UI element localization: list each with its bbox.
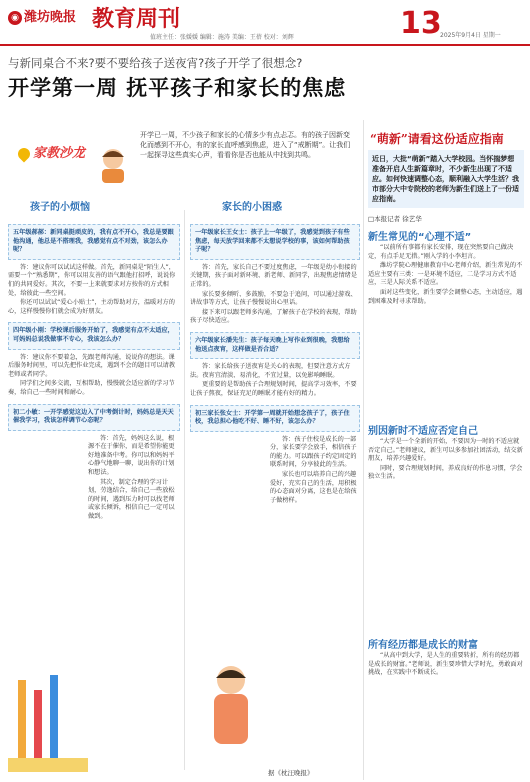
answer-block xyxy=(8,264,180,317)
logo-text: 潍坊晚报 xyxy=(24,10,77,25)
left-column-heading: 孩子的小烦恼 xyxy=(30,202,90,213)
question-box: 一年级家长王女士：孩子上一年级了，我感觉到孩子有些焦虑，每天放学回来都不太想说学校的事，该如何帮助孩子呢？ xyxy=(190,224,360,260)
right-subheading: 新生常见的“心理不适” xyxy=(368,232,472,243)
answer-paragraph: 答：孩子住校是成长的一部分，家长要学会放手，相信孩子的能力。可以跟孩子约定固定的联系时间，分享彼此的生活。 xyxy=(270,435,357,469)
right-subheading: 所有经历都是成长的财富 xyxy=(368,640,478,651)
question-box: 五年级郝郝：新同桌挺顽皮的，我有点不开心，我总是要跟他沟通，他总是不搭理我，我感觉有点不对劲，该怎么办呢？ xyxy=(8,224,180,260)
paragraph: 潍坊学院心理健康教育中心老师介绍，新生常见的不适应主要有三类：一是环境不适应，二是学习方式不适应，三是人际关系不适应。 xyxy=(368,262,523,287)
answer-block xyxy=(190,436,360,506)
answer-paragraph: 答：建议你不要着急，先跟老师沟通，说说你的想法。课后服务时间里，可以先把作业完成，遇到不会的题目可以请教老师或者同学。 xyxy=(8,353,176,378)
right-article-title: “萌新”请看这份适应指南 xyxy=(370,132,504,146)
question-box: 初三家长张女士：开学第一周就开始想念孩子了，孩子住校，我总担心他吃不好、睡不好，该怎么办？ xyxy=(190,405,360,432)
question-box: 六年级家长潘先生：孩子每天晚上写作业到很晚，我想给他送点夜宵，这样做是否合适？ xyxy=(190,332,360,359)
right-divider xyxy=(363,120,364,780)
column-divider xyxy=(184,210,185,770)
masthead xyxy=(0,0,530,46)
question-box: 初二小敏：一开学感觉这边入了中考倒计时，妈妈总是天天催我学习，我该怎样调节心态呢？ xyxy=(8,404,180,431)
masthead-rule xyxy=(0,44,530,46)
answer-block xyxy=(190,363,360,398)
byline: □本报记者 徐艺华 xyxy=(368,215,422,223)
answer-paragraph: 更重要的是帮助孩子合理规划时间，提高学习效率，不要让孩子熬夜，保证充足的睡眠才能有好的精力。 xyxy=(190,381,357,397)
answer-paragraph: 答：建议你可以试试这样做。首先，新同桌是“陌生人”，需要一个“熟悉期”，你可以用友善的语气跟他打招呼，说说你们的共同爱好。其次，不要一上来就要求对方按你的方式相处，给彼此一些空间。 xyxy=(8,263,176,297)
section-title: 教育周刊 xyxy=(92,6,181,32)
paragraph: 同时，要合理规划时间，养成良好的作息习惯，学会独立生活。 xyxy=(368,464,523,481)
paragraph: “从高中到大学，是人生的重要转折，所有的经历都是成长的财富。”老师说，新生要珍惜大学时光，勇敢面对挑战，在实践中不断成长。 xyxy=(368,652,523,677)
page-number: 13 xyxy=(400,6,442,41)
column-brand xyxy=(18,142,85,161)
answer-paragraph: 答：家长给孩子送夜宵是关心的表现，但要注意方式方法。夜宵宜清淡、易消化，不宜过量，以免影响睡眠。 xyxy=(190,363,351,379)
paragraph: “大学是一个全新的开始，不要因为一时的不适应就否定自己。”老师建议，新生可以多参加社团活动，结交新朋友，培养兴趣爱好。 xyxy=(368,438,523,463)
answer-paragraph: 你还可以试试“爱心小贴士”，主动帮助对方，温暖对方的心，这样慢慢你们就会成为好朋友。 xyxy=(8,299,175,315)
pin-icon xyxy=(16,145,33,162)
brand-label: 家教沙龙 xyxy=(33,146,86,161)
answer-paragraph: 同学们之间多交流，互相帮助，慢慢就会适应新的学习节奏，给自己一些时间和耐心。 xyxy=(8,380,175,396)
answer-paragraph: 接下来可以跟老师多沟通，了解孩子在学校的表现，帮助孩子尽快适应。 xyxy=(190,308,357,325)
right-section-text xyxy=(368,438,524,483)
paragraph: “以前所有事都有家长安排，现在突然要自己做决定，有点手足无措。”刚入学的小李坦言。 xyxy=(368,244,514,260)
answer-paragraph: 家长要多倾听、多鼓励，不要急于追问，可以通过游戏、讲故事等方式，让孩子慢慢说出心里话。 xyxy=(190,290,357,307)
right-section-text xyxy=(368,652,524,679)
issue-date: 2025年9月4日 星期一 xyxy=(440,32,501,39)
answer-block xyxy=(8,354,180,398)
answer-paragraph: 答：首先，妈妈这么说，根源不在于催你，而是希望你能更好地准备中考。你可以和妈妈平心静气地聊一聊，说出你的计划和想法。 xyxy=(88,434,175,477)
intro-lead: 开学已一周，不少孩子和家长的心情多少有点忐忑。有的孩子因新变化而感到不开心，有的家长直呼感到焦虑，进入了“戒断期”。让我们一起探寻这些真实心声，看看你是否也能从中找到共鸣。 xyxy=(140,131,351,159)
newspaper-logo xyxy=(8,6,76,25)
answer-block xyxy=(8,435,180,522)
answer-block xyxy=(190,264,360,326)
mid-column xyxy=(190,224,360,506)
pencils-illustration-icon xyxy=(8,670,88,775)
right-subheading: 别因新时不适应否定自己 xyxy=(368,426,478,437)
answer-paragraph: 家长也可以培养自己的兴趣爱好，充实自己的生活，用积极的心态面对分离，这也是在给孩子做榜样。 xyxy=(270,471,357,504)
editor-credits: 值班主任：张媛媛 编辑：施涛 美编：王蓓 校对：刘辉 xyxy=(150,34,294,41)
child-illustration-icon xyxy=(88,145,138,185)
answer-paragraph: 其次，制定合理的学习计划，劳逸结合，给自己一些放松的时间，遇到压力时可以找老师或家长倾诉，相信自己一定可以做到。 xyxy=(88,478,175,521)
question-box: 四年级小刚：学校课后服务开始了，我感觉有点不太适应，可妈妈总说我做事不专心，我该怎么办？ xyxy=(8,322,180,349)
left-column xyxy=(8,224,180,523)
mid-column-heading: 家长的小困惑 xyxy=(222,202,282,213)
subtitle: 与新同桌合不来?要不要给孩子送夜宵?孩子开学了很想念? xyxy=(8,56,303,70)
logo-icon: ◉ xyxy=(8,11,22,25)
answer-paragraph: 答：首先，家长自己不要过度焦虑，一年级是幼小衔接的关键期，孩子面对新环境、新老师、新同学，出现焦虑情绪是正常的。 xyxy=(190,263,358,288)
parent-child-illustration-icon xyxy=(196,660,266,750)
right-section-text xyxy=(368,244,524,307)
source-credit: 据《枕汪晚报》 xyxy=(268,769,314,777)
headline: 开学第一周 抚平孩子和家长的焦虑 xyxy=(8,76,347,100)
paragraph: 面对这些变化，新生要学会调整心态，主动适应，遇到困难及时寻求帮助。 xyxy=(368,288,523,305)
right-article-lead: 近日，大批“萌新”踏入大学校园。当怀揣梦想准备开启人生新篇章时，不少新生出现了不适应。如何快速调整心态，顺利融入大学生活？我市部分大中专院校的老师为新生们送上了一份适应指南。 xyxy=(368,150,524,208)
